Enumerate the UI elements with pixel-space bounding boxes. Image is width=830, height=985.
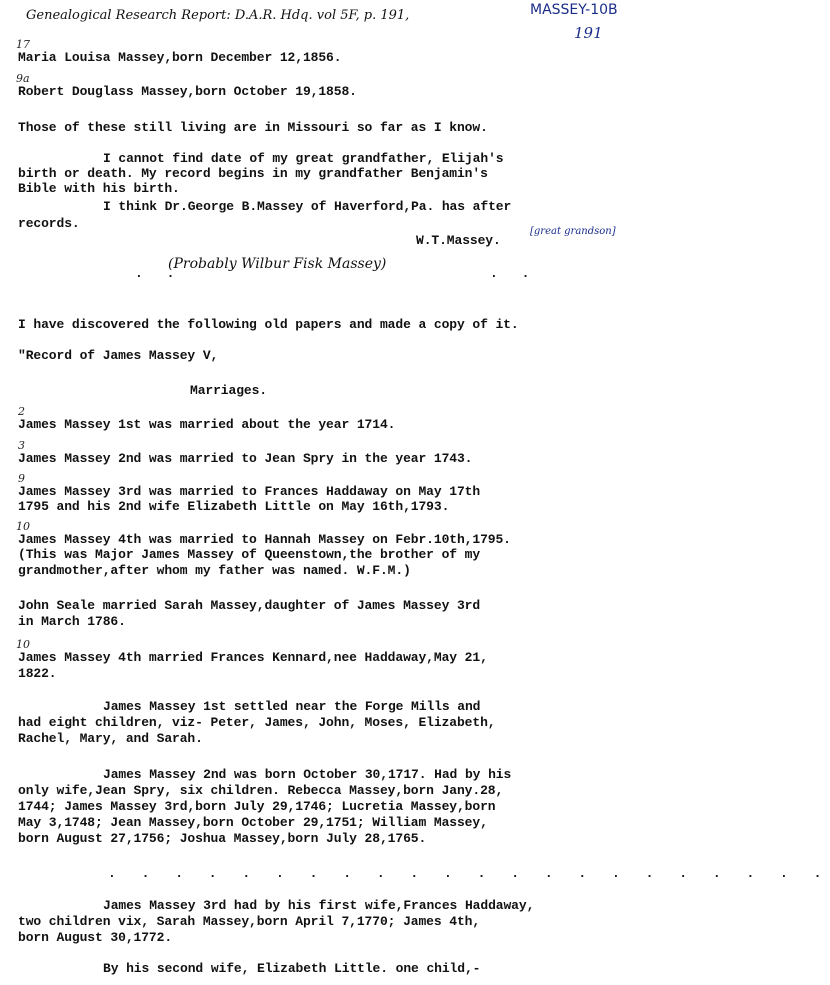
archive-stamp-number: 191 xyxy=(574,24,603,42)
margin-mark: 2 xyxy=(18,405,25,418)
doc-line: James Massey 3rd had by his first wife,Frances Haddaway, xyxy=(103,898,535,913)
margin-mark: 17 xyxy=(16,38,30,51)
handwritten-probably-note: (Probably Wilbur Fisk Massey) xyxy=(168,256,387,272)
archive-stamp-name: MASSEY-10B xyxy=(530,2,618,18)
doc-line: born August 30,1772. xyxy=(18,930,173,945)
doc-line: I think Dr.George B.Massey of Haverford,Pa. has after xyxy=(103,199,512,214)
margin-mark: 3 xyxy=(18,439,25,452)
doc-line: James Massey 4th married Frances Kennard,nee Haddaway,May 21, xyxy=(18,650,488,665)
margin-mark: 9 xyxy=(18,472,25,485)
doc-line: grandmother,after whom my father was named. W.F.M.) xyxy=(18,563,411,578)
doc-line: "Record of James Massey V, xyxy=(18,348,219,363)
doc-line: James Massey 2nd was married to Jean Spry in the year 1743. xyxy=(18,451,473,466)
dots-right: . . xyxy=(490,266,538,281)
doc-line: John Seale married Sarah Massey,daughter of James Massey 3rd xyxy=(18,598,481,613)
doc-line: James Massey 4th was married to Hannah Massey on Febr.10th,1795. xyxy=(18,532,511,547)
doc-line: 1795 and his 2nd wife Elizabeth Little on May 16th,1793. xyxy=(18,499,450,514)
handwritten-bracket-note: [great grandson] xyxy=(530,226,616,237)
doc-line: Bible with his birth. xyxy=(18,181,180,196)
doc-line: two children vix, Sarah Massey,born April 7,1770; James 4th, xyxy=(18,914,481,929)
doc-line: James Massey 1st was married about the year 1714. xyxy=(18,417,396,432)
doc-line: Rachel, Mary, and Sarah. xyxy=(18,731,203,746)
doc-line: in March 1786. xyxy=(18,614,126,629)
margin-mark: 10 xyxy=(16,638,30,651)
doc-line: By his second wife, Elizabeth Little. one child,- xyxy=(103,961,481,976)
margin-mark: 9a xyxy=(16,72,30,85)
doc-line: had eight children, viz- Peter, James, John, Moses, Elizabeth, xyxy=(18,715,496,730)
handwritten-title: Genealogical Research Report: D.A.R. Hdq. vol 5F, p. 191, xyxy=(26,8,410,23)
doc-line: James Massey 3rd was married to Frances Haddaway on May 17th xyxy=(18,484,481,499)
doc-line: records. xyxy=(18,216,80,231)
doc-line: James Massey 1st settled near the Forge Mills and xyxy=(103,699,481,714)
doc-line: 1744; James Massey 3rd,born July 29,1746; Lucretia Massey,born xyxy=(18,799,496,814)
doc-line: Maria Louisa Massey,born December 12,1856. xyxy=(18,50,342,65)
doc-line: (This was Major James Massey of Queenstown,the brother of my xyxy=(18,547,481,562)
doc-line: I cannot find date of my great grandfather, Elijah's xyxy=(103,151,504,166)
dots-left: . . xyxy=(135,266,183,281)
doc-line: born August 27,1756; Joshua Massey,born July 28,1765. xyxy=(18,831,427,846)
doc-line: birth or death. My record begins in my grandfather Benjamin's xyxy=(18,166,488,181)
doc-line: Robert Douglass Massey,born October 19,1858. xyxy=(18,84,357,99)
doc-line: I have discovered the following old papers and made a copy of it. xyxy=(18,317,519,332)
doc-line: only wife,Jean Spry, six children. Rebecca Massey,born Jany.28, xyxy=(18,783,504,798)
doc-line: Those of these still living are in Missouri so far as I know. xyxy=(18,120,488,135)
signature: W.T.Massey. xyxy=(416,233,501,248)
doc-line: Marriages. xyxy=(190,383,268,398)
doc-line: James Massey 2nd was born October 30,1717. Had by his xyxy=(103,767,512,782)
doc-line: May 3,1748; Jean Massey,born October 29,1751; William Massey, xyxy=(18,815,488,830)
doc-line: 1822. xyxy=(18,666,57,681)
dotted-separator: . . . . . . . . . . . . . . . . . . . . . . xyxy=(108,866,830,881)
margin-mark: 10 xyxy=(16,520,30,533)
